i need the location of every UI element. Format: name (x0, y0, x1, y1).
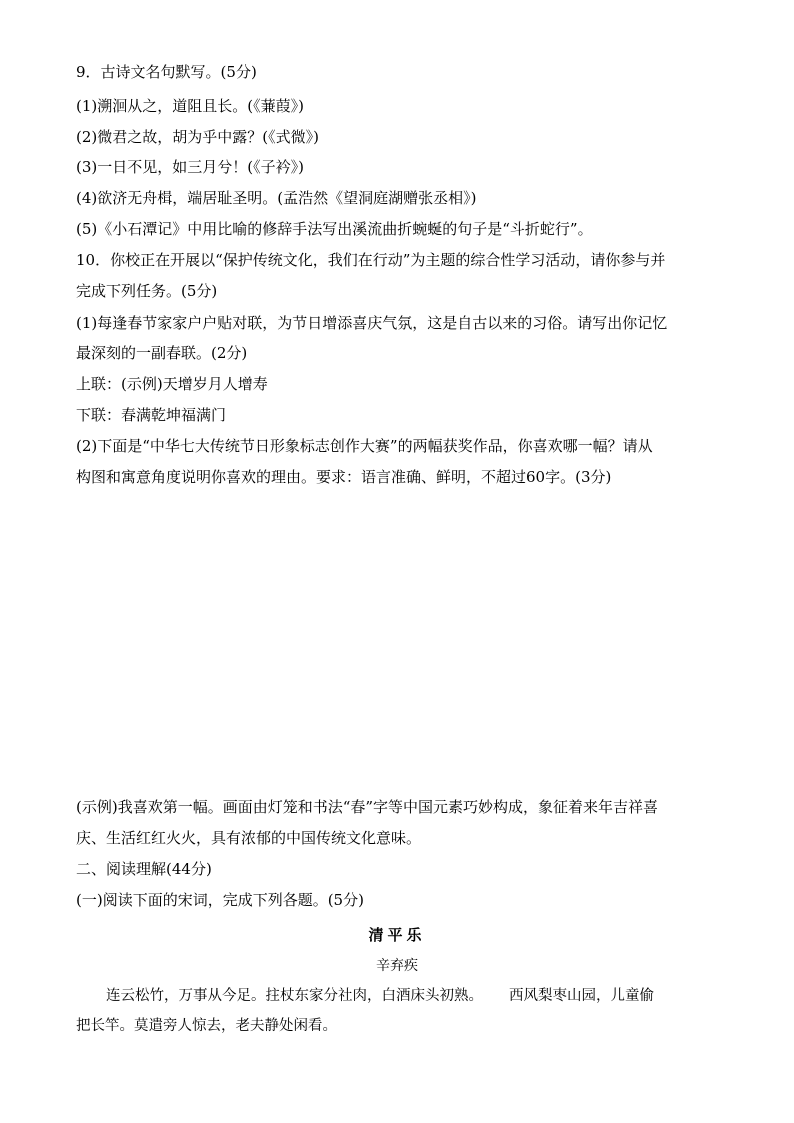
question-9-item-5: (5)《小石潭记》中用比喻的修辞手法写出溪流曲折蜿蜒的句子是“斗折蛇行”。 (76, 220, 593, 238)
question-9-heading: 9．古诗文名句默写。(5分) (76, 63, 257, 81)
question-10-answer-line-2: 庆、生活红红火火，具有浓郁的中国传统文化意味。 (76, 829, 422, 847)
question-9-item-4: (4)欲济无舟楫，端居耻圣明。(孟浩然《望洞庭湖赠张丞相》) (76, 189, 477, 207)
question-10-sub2-line-1: (2)下面是“中华七大传统节日形象标志创作大赛”的两幅获奖作品，你喜欢哪一幅？请从 (76, 437, 653, 455)
poem-title: 清平乐 (368, 926, 426, 944)
poem-line-2: 把长竿。莫遣旁人惊去，老夫静处闲看。 (76, 1018, 337, 1034)
poem-line-1-first-half: 连云松竹，万事从今足。拄杖东家分社肉，白酒床头初熟。 (106, 988, 483, 1004)
question-9-item-2: (2)微君之故，胡为乎中露？(《式微》) (76, 128, 319, 146)
section-2-heading: 二、阅读理解(44分) (76, 860, 212, 878)
question-10-answer-line-1: (示例)我喜欢第一幅。画面由灯笼和书法“春”字等中国元素巧妙构成，象征着来年吉祥喜 (76, 798, 659, 816)
poem-line-1 (76, 986, 756, 1006)
section-2-part-1: (一)阅读下面的宋词，完成下列各题。(5分) (76, 891, 364, 909)
question-10-sub2-line-2: 构图和寓意角度说明你喜欢的理由。要求：语言准确、鲜明，不超过60字。(3分) (76, 468, 612, 486)
question-9-item-1: (1)溯洄从之，道阻且长。(《蒹葭》) (76, 97, 304, 115)
question-10-sub1-line-1: (1)每逢春节家家户户贴对联，为节日增添喜庆气氛，这是自古以来的习俗。请写出你记忆 (76, 314, 668, 332)
couplet-upper: 上联：(示例)天增岁月人增寿 (76, 375, 268, 393)
poem-line-1-second-half: 西风梨枣山园，儿童偷 (509, 988, 654, 1004)
question-10-heading-line-2: 完成下列任务。(5分) (76, 282, 218, 300)
question-10-heading-line-1: 10．你校正在开展以“保护传统文化，我们在行动”为主题的综合性学习活动，请你参与并 (76, 251, 666, 269)
poem-author: 辛弃疾 (376, 958, 418, 974)
couplet-lower: 下联：春满乾坤福满门 (76, 406, 227, 424)
question-9-item-3: (3)一日不见，如三月兮！(《子衿》) (76, 158, 304, 176)
question-10-sub1-line-2: 最深刻的一副春联。(2分) (76, 344, 248, 362)
